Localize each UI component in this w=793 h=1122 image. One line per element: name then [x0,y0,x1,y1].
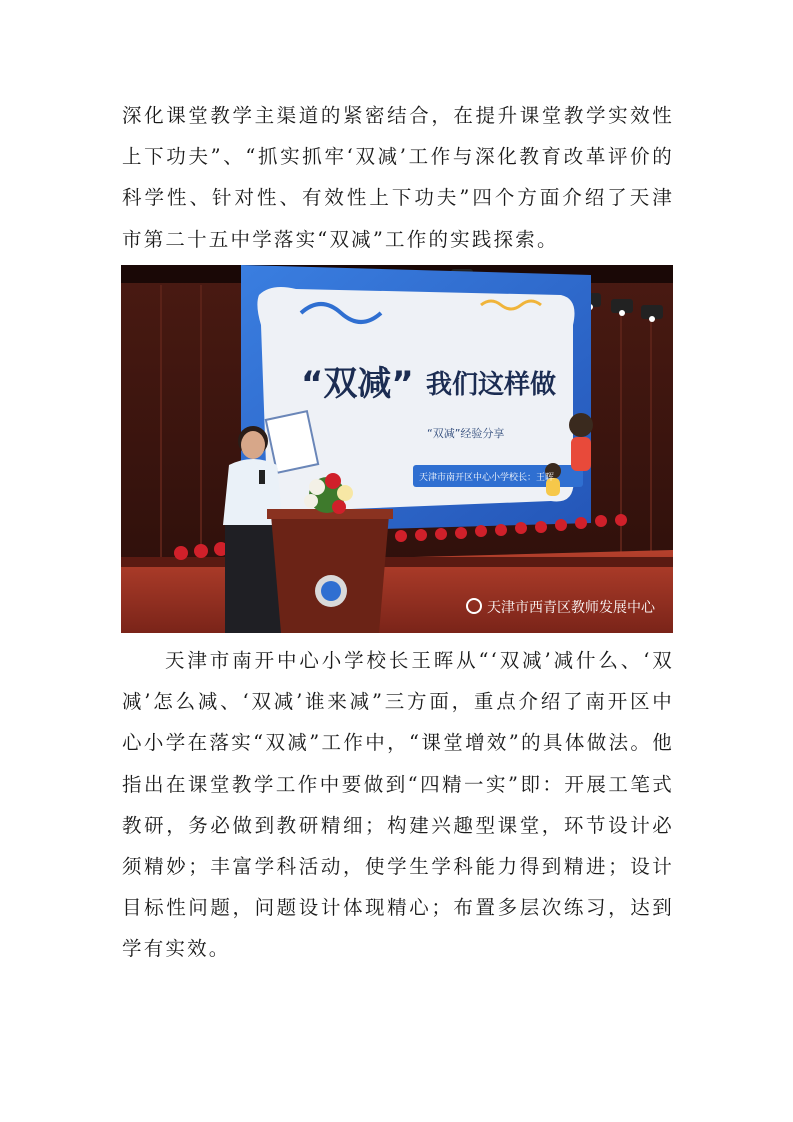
screen-banner: 天津市南开区中心小学校长：王晖 [419,473,555,483]
photo-watermark: 天津市西青区教师发展中心 [487,600,655,616]
paragraph-2: 天津市南开中心小学校长王晖从“‘双减’减什么、‘双减’怎么减、‘双减’谁来减”三方面，重点介绍了南开区中心小学在落实“双减”工作中，“课堂增效”的具体做法。他指出在课堂教学工作中要做到“四精一实”即：开展工笔式教研，务必做到教研精细；构建兴趣型课堂，环节设计必须精妙；丰富学科活动，使学生学科能力得到精进；设计目标性问题，问题设计体现精心；布置多层次练习，达到学有实效。 [122,649,674,961]
paragraph-1: 深化课堂教学主渠道的紧密结合，在提升课堂教学实效性上下功夫”、“抓实抓牢‘双减’工作与深化教育改革评价的科学性、针对性、有效性上下功夫”四个方面介绍了天津市第二十五中学落实“双减”工作的实践探索。 [122,104,674,251]
screen-subtitle: “双减”经验分享 [427,427,505,440]
screen-title-rest: 我们这样做 [426,370,557,400]
event-photo [121,265,673,633]
screen-title-quoted: “双减” [301,364,414,404]
